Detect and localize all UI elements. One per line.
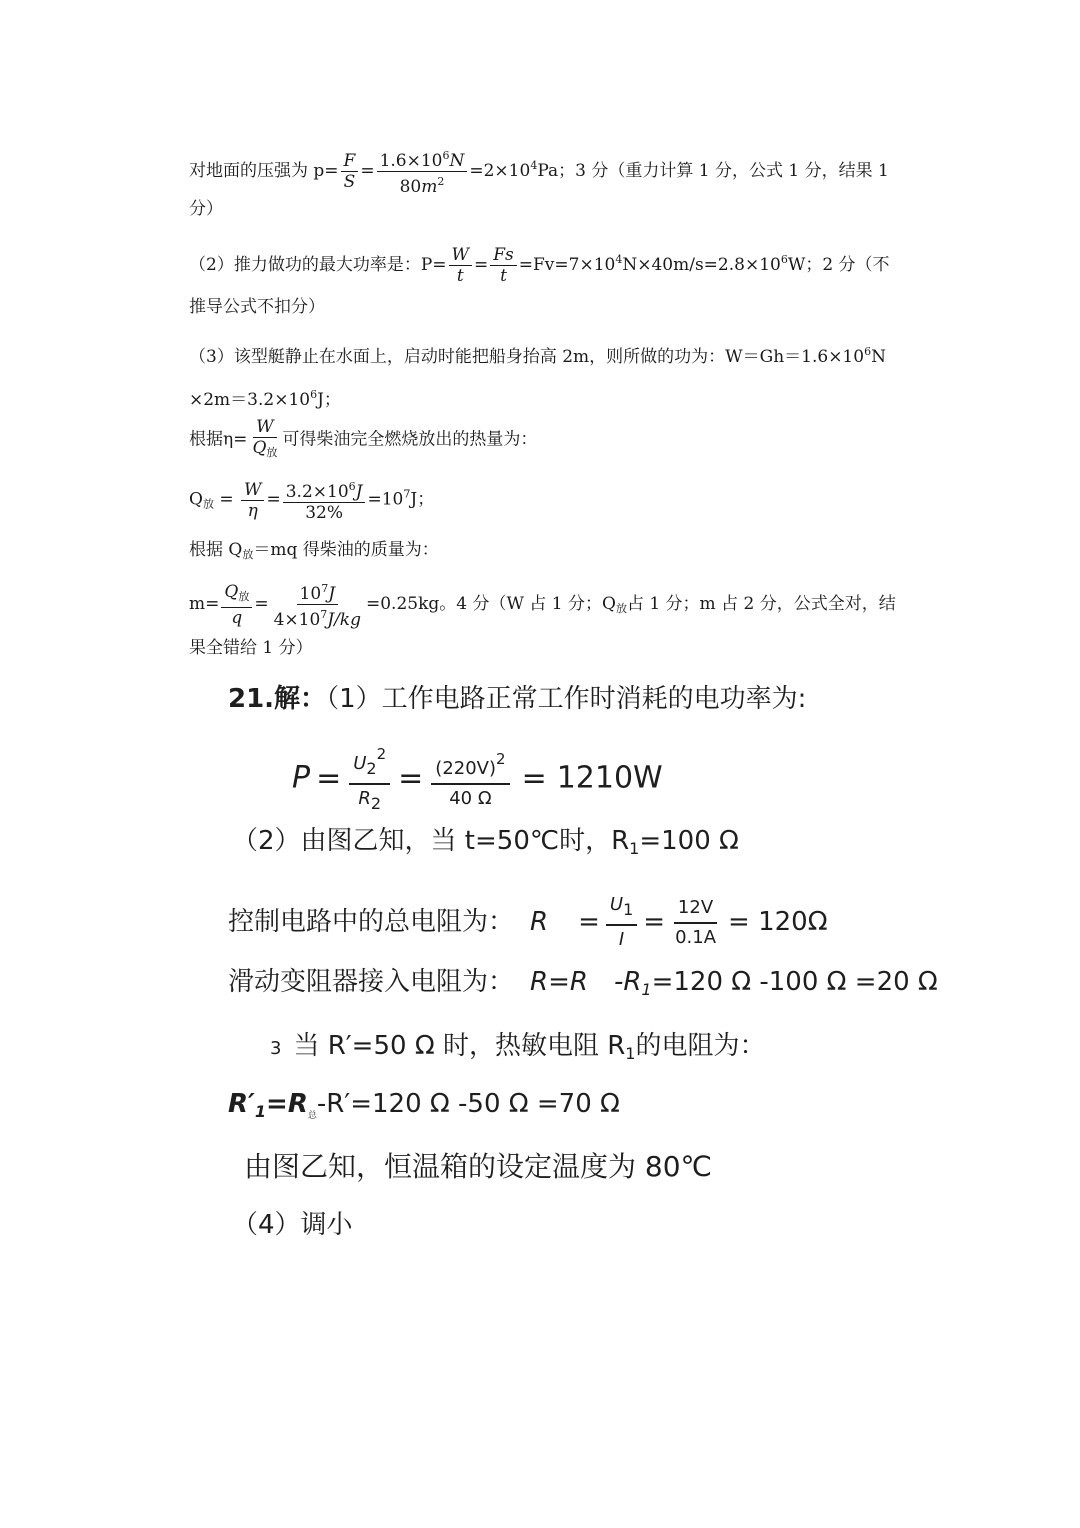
q21-step3: 3 当 R′=50 Ω 时，热敏电阻 $R_1$的电阻为： <box>270 1031 766 1063</box>
fraction-mass-values: $\frac{10^7J}{4\times 10^7J/kg}$ <box>273 582 361 630</box>
fraction-heat-values: $\frac{3.2\times 10^6J}{32\%}$ <box>283 478 366 522</box>
mass-line-cont: 果全错给 1 分） <box>189 638 313 658</box>
q21-total-resistance: 控制电路中的总电阻为： R = $\frac{U1}{I}$ = $\frac{12V}{0.1A}$ = 120Ω <box>228 894 828 950</box>
work-line: （3）该型艇静止在水面上，启动时能把船身抬高 2m，则所做的功为：$W=Gh=1.6\times 10^6N$ <box>189 345 886 367</box>
fraction-220v-over-40: $\frac{(220V)^2}{40 \Omega}$ <box>431 747 509 811</box>
heat-line: $Q_放$ = $\frac{W}{\eta}$ = $\frac{3.2\times 10^6J}{32\%}$ $=10^7J$； <box>189 479 435 523</box>
fraction-f-over-s: $\frac{F}{S}$ <box>341 152 359 191</box>
mass-line: m= $Q_放$ q = $\frac{10^7J}{4\times 10^7J/kg}$ =0.25kg。4 分（W 占 1 分；$Q_放$占 1 分；m 占 2 分，公式全对，结 <box>189 581 896 630</box>
pressure-prefix: 对地面的压强为 p= <box>189 161 339 181</box>
q21-thermistor-resistance: $R'_1=R_总-R'=120$ Ω -50 Ω =70 Ω <box>228 1089 620 1121</box>
power-line: （2）推力做功的最大功率是：P= $\frac{W}{t}$ = $\frac{Fs}{t}$ $=Fv=7\times 10^4N\times 40m/s=2.8\times 10^6W$；2 分（不 <box>189 245 890 286</box>
q21-rheostat-resistance: 滑动变阻器接入电阻为： R=R $-R_1=120$ Ω -100 Ω =20 Ω <box>228 967 938 999</box>
power-line-cont: 推导公式不扣分） <box>189 297 325 317</box>
power-result: 1210W <box>556 760 663 796</box>
fraction-w-over-t: $\frac{W}{t}$ <box>449 246 472 285</box>
efficiency-line: 根据η= W $Q_放$ 可得柴油完全燃烧放出的热量为： <box>189 418 537 462</box>
q21-heading: 21.解：（1）工作电路正常工作时消耗的电功率为: <box>228 684 807 714</box>
fraction-u1-over-i: $\frac{U1}{I}$ <box>606 893 637 952</box>
fraction-w-over-q: W $Q_放$ <box>252 417 278 459</box>
fraction-12v-over-01a: $\frac{12V}{0.1A}$ <box>675 896 717 948</box>
fraction-u2-over-r2: $\frac{U2^2}{R2}$ <box>349 742 390 816</box>
q21-step4: （4）调小 <box>232 1210 353 1240</box>
q21-step2: （2）由图乙知，当 t=50℃时，$R_1=100$ Ω <box>232 826 739 858</box>
pressure-line: 对地面的压强为 p= $\frac{F}{S}$ = $\frac{1.6\times 10^6N}{80m^2}$ $=2\times 10^4Pa$；3 分（重力计算 1 分，公式 1 分，结果 1 <box>189 149 889 197</box>
fraction-w-over-eta: $\frac{W}{\eta}$ <box>241 481 264 520</box>
pressure-line-cont: 分） <box>189 199 223 219</box>
mass-intro-line: 根据 $Q_放=mq$ 得柴油的质量为： <box>189 540 439 561</box>
q21-set-temperature: 由图乙知，恒温箱的设定温度为 80℃ <box>244 1150 712 1183</box>
work-line-cont: $\times 2m=3.2\times 10^6J$； <box>189 388 341 410</box>
fraction-pressure-values: $\frac{1.6\times 10^6N}{80m^2}$ <box>377 147 468 196</box>
fraction-fs-over-t: $\frac{Fs}{t}$ <box>490 246 517 285</box>
fraction-q-over-q: $Q_放$ q <box>221 583 252 627</box>
q21-power-equation: P = $\frac{U2^2}{R2}$ = $\frac{(220V)^2}{40 \Omega}$ = 1210W <box>292 742 663 816</box>
